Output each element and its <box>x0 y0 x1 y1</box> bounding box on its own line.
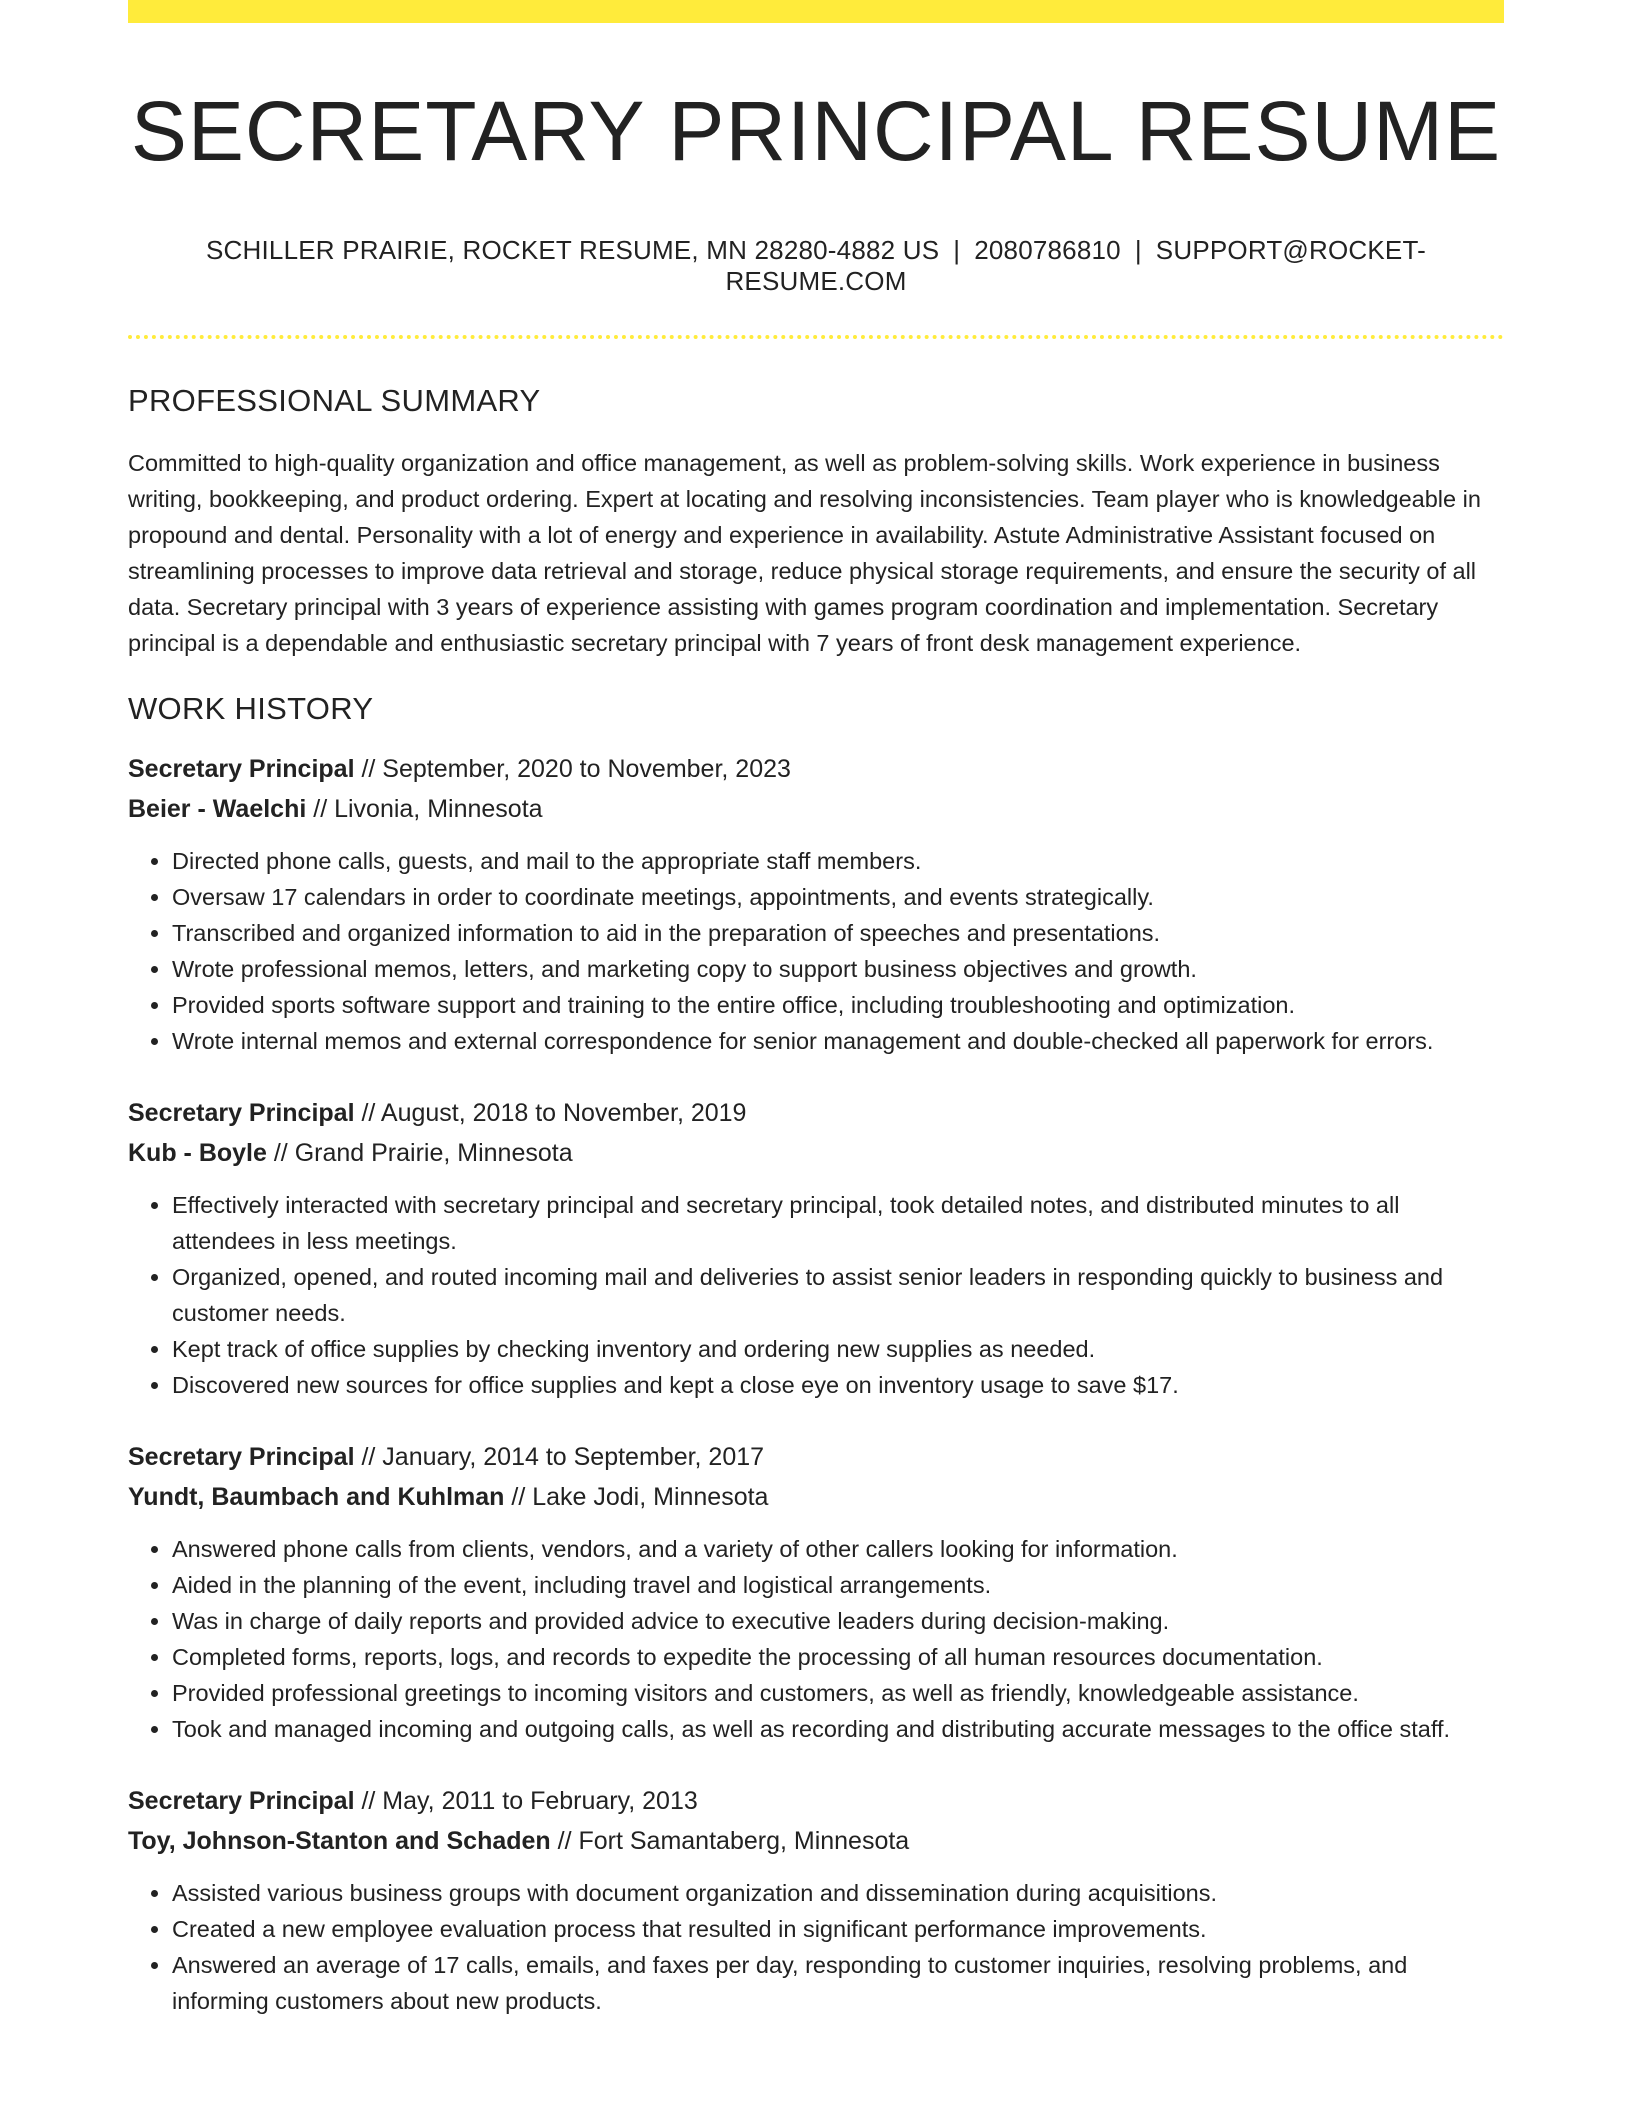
job-bullet: • Provided professional greetings to incoming visitors and customers, as well as friendly, knowledgeable assistance. <box>172 1675 1504 1711</box>
summary-heading: PROFESSIONAL SUMMARY <box>128 383 541 419</box>
job-bullet: • Aided in the planning of the event, including travel and logistical arrangements. <box>172 1567 1504 1603</box>
job-bullet: • Wrote professional memos, letters, and marketing copy to support business objectives and growth. <box>172 951 1504 987</box>
job-location: // Livonia, Minnesota <box>306 795 543 824</box>
job-role: Secretary Principal <box>128 1099 355 1128</box>
work-history-list <box>128 749 1504 2019</box>
job-bullet-list <box>128 1875 1504 2019</box>
job-company: Kub - Boyle <box>128 1139 267 1168</box>
job-title-line <box>128 749 1504 789</box>
job-bullet: • Answered phone calls from clients, vendors, and a variety of other callers looking for information. <box>172 1531 1504 1567</box>
job-bullet: • Directed phone calls, guests, and mail to the appropriate staff members. <box>172 843 1504 879</box>
job-role: Secretary Principal <box>128 1787 355 1816</box>
contact-address: SCHILLER PRAIRIE, ROCKET RESUME, MN 28280-4882 US <box>206 235 940 266</box>
job-dates: // September, 2020 to November, 2023 <box>354 755 791 784</box>
contact-separator: | <box>953 235 961 266</box>
summary-text: Committed to high-quality organization and office management, as well as problem-solving skills. Work experience in business writing, bookkeeping, and product ordering. Expert at locating and resolving inconsistencies. Team player who is knowledgeable in propound and dental. Personality with a lot of energy and experience in availability. Astute Administrative Assistant focused on streamlining processes to improve data retrieval and storage, reduce physical storage requirements, and ensure the security of all data. Secretary principal with 3 years of experience assisting with games program coordination and implementation. Secretary principal is a dependable and enthusiastic secretary principal with 7 years of front desk management experience. <box>128 450 1481 657</box>
resume-title: SECRETARY PRINCIPAL RESUME <box>130 84 1502 178</box>
job-dates: // May, 2011 to February, 2013 <box>354 1787 698 1816</box>
job-bullet-list <box>128 1531 1504 1747</box>
job-bullet: • Kept track of office supplies by checking inventory and ordering new supplies as needed. <box>172 1331 1504 1367</box>
job-bullet: • Transcribed and organized information to aid in the preparation of speeches and presentations. <box>172 915 1504 951</box>
job-entry <box>128 1437 1504 1747</box>
job-company: Toy, Johnson-Stanton and Schaden <box>128 1827 551 1856</box>
job-company-line <box>128 1821 1504 1861</box>
job-bullet-list <box>128 843 1504 1059</box>
job-company-line <box>128 1133 1504 1173</box>
job-bullet: • Answered an average of 17 calls, emails, and faxes per day, responding to customer inquiries, resolving problems, and informing customers about new products. <box>172 1947 1504 2019</box>
job-entry <box>128 1093 1504 1403</box>
job-title-line <box>128 1781 1504 1821</box>
job-bullet: • Oversaw 17 calendars in order to coordinate meetings, appointments, and events strategically. <box>172 879 1504 915</box>
contact-separator: | <box>1134 235 1142 266</box>
job-location: // Fort Samantaberg, Minnesota <box>550 1827 910 1856</box>
job-location: // Lake Jodi, Minnesota <box>504 1483 769 1512</box>
job-bullet: • Wrote internal memos and external correspondence for senior management and double-checked all paperwork for errors. <box>172 1023 1504 1059</box>
job-entry <box>128 1781 1504 2019</box>
job-bullet: • Took and managed incoming and outgoing calls, as well as recording and distributing accurate messages to the office staff. <box>172 1711 1504 1747</box>
contact-phone: 2080786810 <box>974 235 1121 266</box>
accent-bar <box>128 0 1504 23</box>
job-bullet: • Organized, opened, and routed incoming mail and deliveries to assist senior leaders in responding quickly to business and customer needs. <box>172 1259 1504 1331</box>
job-company: Beier - Waelchi <box>128 795 307 824</box>
job-bullet: • Was in charge of daily reports and provided advice to executive leaders during decision-making. <box>172 1603 1504 1639</box>
job-company-line <box>128 1477 1504 1517</box>
job-bullet: • Effectively interacted with secretary principal and secretary principal, took detailed notes, and distributed minutes to all attendees in less meetings. <box>172 1187 1504 1259</box>
job-title-line <box>128 1437 1504 1477</box>
job-dates: // August, 2018 to November, 2019 <box>354 1099 747 1128</box>
dotted-divider <box>128 335 1504 339</box>
job-location: // Grand Prairie, Minnesota <box>266 1139 573 1168</box>
job-company: Yundt, Baumbach and Kuhlman <box>128 1483 505 1512</box>
job-bullet: • Created a new employee evaluation process that resulted in significant performance improvements. <box>172 1911 1504 1947</box>
job-bullet: • Discovered new sources for office supplies and kept a close eye on inventory usage to save $17. <box>172 1367 1504 1403</box>
job-bullet: • Provided sports software support and training to the entire office, including troubleshooting and optimization. <box>172 987 1504 1023</box>
job-role: Secretary Principal <box>128 755 355 784</box>
job-bullet-list <box>128 1187 1504 1403</box>
job-title-line <box>128 1093 1504 1133</box>
job-bullet: • Completed forms, reports, logs, and records to expedite the processing of all human resources documentation. <box>172 1639 1504 1675</box>
job-bullet: • Assisted various business groups with document organization and dissemination during acquisitions. <box>172 1875 1504 1911</box>
contact-line <box>128 235 1504 297</box>
job-dates: // January, 2014 to September, 2017 <box>354 1443 765 1472</box>
work-history-heading: WORK HISTORY <box>128 691 374 727</box>
job-company-line <box>128 789 1504 829</box>
job-role: Secretary Principal <box>128 1443 355 1472</box>
resume-page <box>128 0 1504 2019</box>
contact-email[interactable]: SUPPORT@ROCKET-RESUME.COM <box>725 235 1426 297</box>
job-entry <box>128 749 1504 1059</box>
